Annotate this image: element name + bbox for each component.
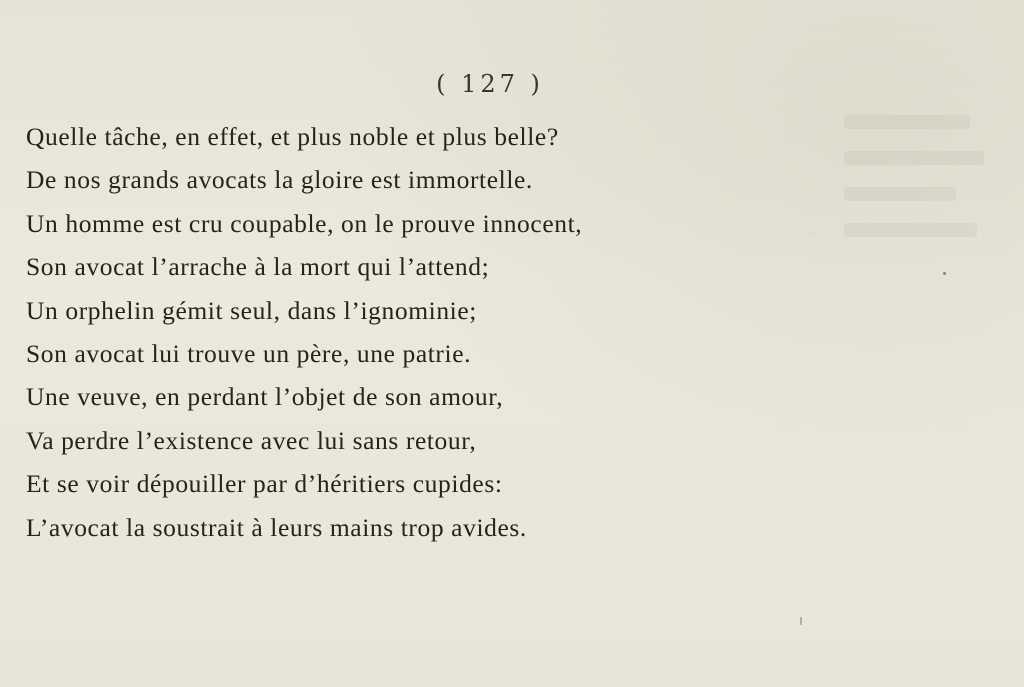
verse-line: Et se voir dépouiller par d’héritiers cupides:: [26, 469, 503, 499]
verse-line: Son avocat l’arrache à la mort qui l’attend;: [26, 252, 490, 282]
verse-line: Va perdre l’existence avec lui sans retour,: [26, 425, 477, 455]
verse-block: [26, 115, 926, 549]
verse-line: Son avocat lui trouve un père, une patrie.: [26, 338, 472, 368]
page-number: ( 127 ): [436, 70, 544, 98]
verse-line: De nos grands avocats la gloire est immortelle.: [26, 165, 533, 195]
paper-speck: [800, 617, 802, 625]
verse-line: Un orphelin gémit seul, dans l’ignominie;: [26, 295, 477, 325]
paper-speck: [943, 272, 946, 275]
verse-line: Quelle tâche, en effet, et plus noble et plus belle?: [26, 122, 559, 151]
verse-line: Une veuve, en perdant l’objet de son amour,: [26, 382, 504, 412]
verse-line: L’avocat la soustrait à leurs mains trop avides.: [26, 512, 527, 542]
verse-line: Un homme est cru coupable, on le prouve innocent,: [26, 208, 583, 238]
